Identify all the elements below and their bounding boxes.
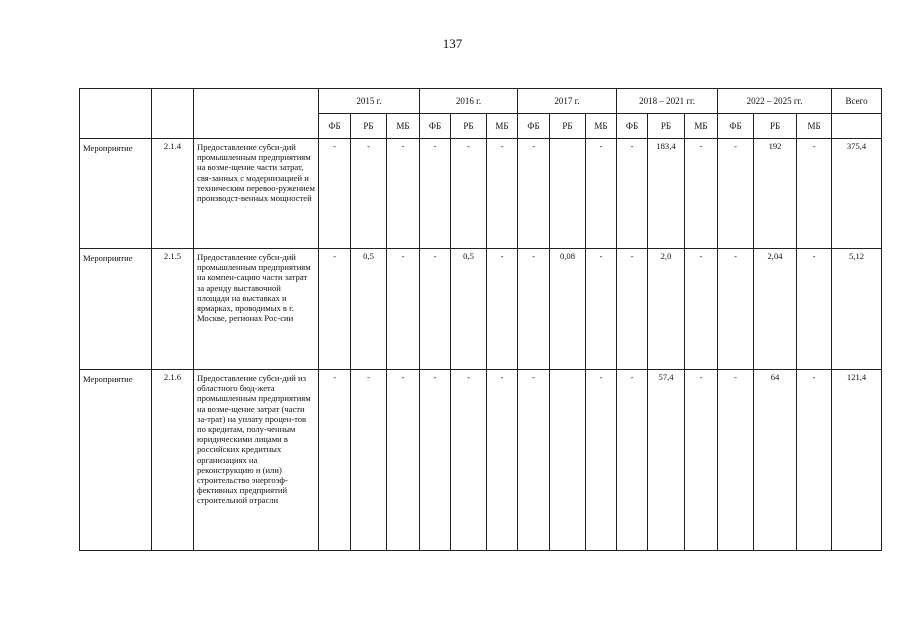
cell-2016-mb: - [487,249,518,370]
sub-total-blank [832,114,882,139]
cell-2015-mb: - [387,249,420,370]
cell-2022-2025-mb: - [797,249,832,370]
header-total: Всего [832,89,882,114]
cell-2018-2021-fb: - [617,370,648,551]
cell-2022-2025-fb: - [718,370,754,551]
cell-2017-mb: - [586,370,617,551]
cell-2022-2025-rb: 192 [754,139,797,249]
table-row [80,370,882,551]
cell-total: 375,4 [832,139,882,249]
cell-2017-fb: - [518,370,550,551]
sub-fb: ФБ [718,114,754,139]
cell-2017-mb: - [586,249,617,370]
table-row [80,249,882,370]
cell-2016-fb: - [420,370,451,551]
cell-2015-fb: - [319,139,351,249]
sub-rb: РБ [648,114,685,139]
sub-fb: ФБ [420,114,451,139]
cell-2018-2021-mb: - [685,249,718,370]
row-type: Мероприятие [80,249,152,370]
cell-2022-2025-mb: - [797,370,832,551]
cell-2022-2025-rb: 64 [754,370,797,551]
cell-2018-2021-rb: 57,4 [648,370,685,551]
cell-2016-mb: - [487,370,518,551]
sub-rb: РБ [754,114,797,139]
row-code: 2.1.5 [152,249,194,370]
cell-2015-rb: - [351,370,387,551]
cell-2015-rb: 0,5 [351,249,387,370]
cell-2015-mb: - [387,370,420,551]
cell-2015-rb: - [351,139,387,249]
row-description: Предоставление субси-дий промышленным предприятиям на компен-сацию части затрат за аренду выставочной площади на выставках и ярмарках, проводимых в г. Москве, регионах Рос-сии [194,249,319,370]
cell-2018-2021-mb: - [685,139,718,249]
page-number: 137 [442,36,463,51]
sub-rb: РБ [451,114,487,139]
cell-2017-rb [550,139,586,249]
sub-mb: МБ [797,114,832,139]
cell-2015-fb: - [319,370,351,551]
cell-2015-mb: - [387,139,420,249]
cell-2016-rb: - [451,370,487,551]
cell-2016-rb: - [451,139,487,249]
cell-total: 5,12 [832,249,882,370]
cell-2022-2025-fb: - [718,139,754,249]
cell-2017-rb: 0,08 [550,249,586,370]
table-row [80,139,882,249]
sub-rb: РБ [550,114,586,139]
sub-rb: РБ [351,114,387,139]
sub-fb: ФБ [617,114,648,139]
row-description: Предоставление субси-дий промышленным предприятиям на возме-щение части затрат, свя-занных с модернизацией и техническим перевоо-ружением производст-венных мощностей [194,139,319,249]
cell-2016-rb: 0,5 [451,249,487,370]
row-type: Мероприятие [80,139,152,249]
cell-2016-fb: - [420,139,451,249]
header-2017: 2017 г. [518,89,617,114]
budget-table [79,88,882,551]
sub-mb: МБ [487,114,518,139]
cell-2018-2021-fb: - [617,249,648,370]
header-2015: 2015 г. [319,89,420,114]
cell-2018-2021-rb: 2,0 [648,249,685,370]
cell-2017-mb: - [586,139,617,249]
header-2016: 2016 г. [420,89,518,114]
row-code: 2.1.4 [152,139,194,249]
row-description: Предоставление субси-дий из областного бюд-жета промышленным предприятиям на возме-щение затрат (части за-трат) на уплату процен-тов по кредитам, полу-ченным юридическими лицами в российских кредитных организациях на реконструкцию и (или) строительство энергоэф-фективных предприятий строительной отрасли [194,370,319,551]
sub-mb: МБ [586,114,617,139]
cell-2015-fb: - [319,249,351,370]
header-2022-2025: 2022 – 2025 гг. [718,89,832,114]
cell-2017-rb [550,370,586,551]
cell-2017-fb: - [518,139,550,249]
cell-2016-mb: - [487,139,518,249]
sub-mb: МБ [685,114,718,139]
sub-fb: ФБ [319,114,351,139]
sub-fb: ФБ [518,114,550,139]
header-row-periods [80,89,882,114]
cell-2022-2025-rb: 2,04 [754,249,797,370]
cell-2018-2021-rb: 183,4 [648,139,685,249]
cell-total: 121,4 [832,370,882,551]
cell-2022-2025-fb: - [718,249,754,370]
row-type: Мероприятие [80,370,152,551]
sub-mb: МБ [387,114,420,139]
cell-2022-2025-mb: - [797,139,832,249]
cell-2018-2021-mb: - [685,370,718,551]
cell-2017-fb: - [518,249,550,370]
cell-2018-2021-fb: - [617,139,648,249]
header-2018-2021: 2018 – 2021 гг. [617,89,718,114]
row-code: 2.1.6 [152,370,194,551]
cell-2016-fb: - [420,249,451,370]
